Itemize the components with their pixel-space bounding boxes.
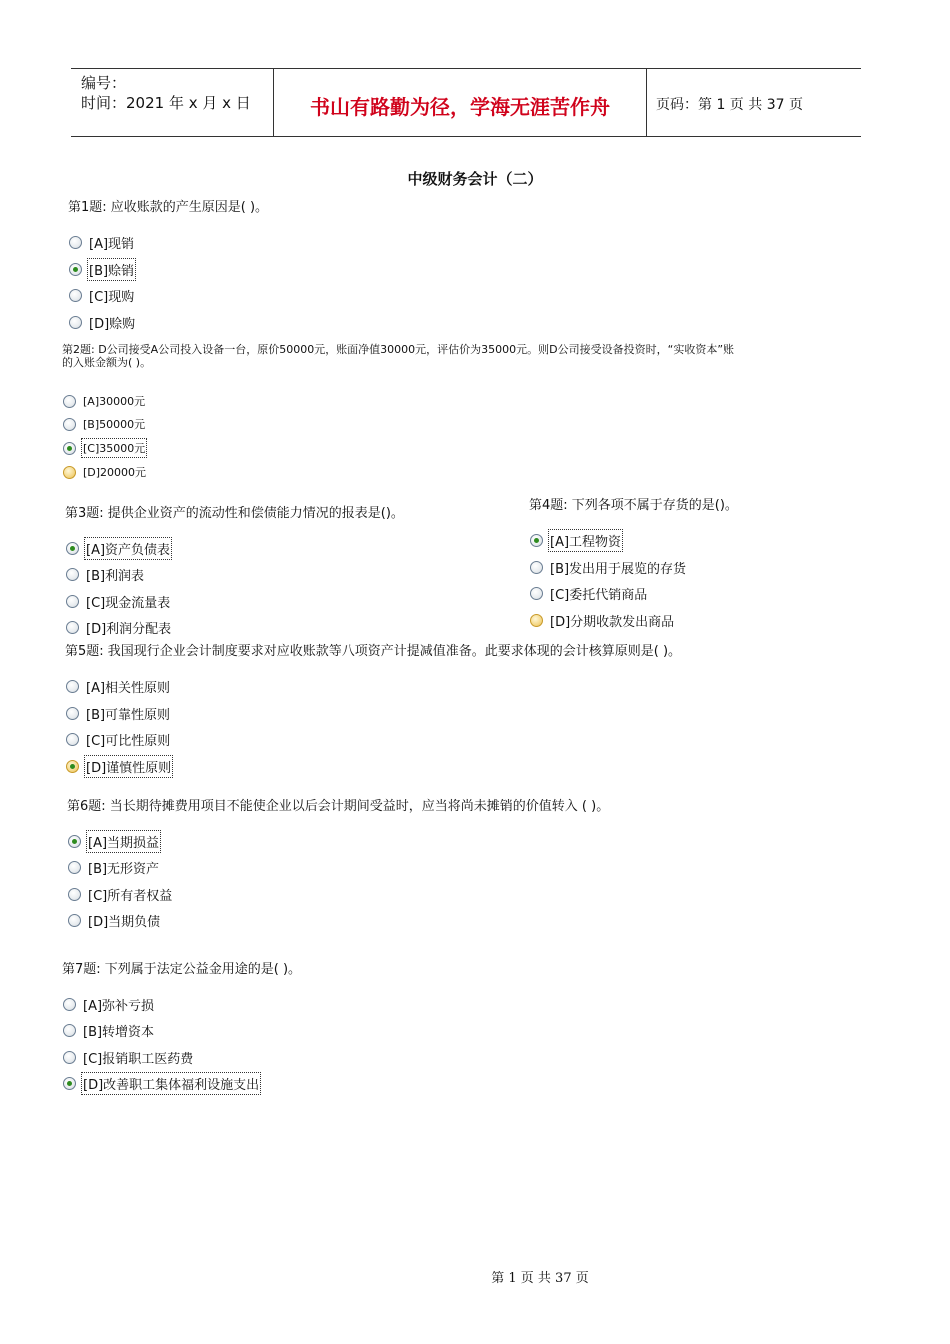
divider [646,69,647,136]
radio-icon[interactable] [63,1051,76,1064]
radio-icon[interactable] [530,587,543,600]
q2-option-c[interactable]: [C]35000元 [63,438,145,458]
radio-checked-icon[interactable] [63,442,76,455]
question-6: 第6题: 当长期待摊费用项目不能使企业以后会计期间受益时，应当将尚未摊销的价值转入 ( )。 [67,799,610,814]
q5-option-d[interactable]: [D]谨慎性原则 [66,756,171,776]
question-2: 第2题: D公司接受A公司投入设备一台，原价50000元，账面净值30000元，评估价为35000元。则D公司接受设备投资时，“实收资本”账 的入账金额为( )。 [62,343,735,369]
radio-icon[interactable] [69,236,82,249]
q1-option-c[interactable]: [C]现购 [69,285,134,305]
q7-option-c[interactable]: [C]报销职工医药费 [63,1047,193,1067]
q6-option-b[interactable]: [B]无形资产 [68,857,159,877]
radio-checked-icon[interactable] [66,760,79,773]
q2-option-a[interactable]: [A]30000元 [63,391,145,411]
page-footer: 第 1 页 共 37 页 [491,1271,589,1286]
q1-option-a[interactable]: [A]现销 [69,232,134,252]
radio-icon[interactable] [69,316,82,329]
radio-icon[interactable] [66,680,79,693]
q7-option-b[interactable]: [B]转增资本 [63,1020,154,1040]
q1-option-d[interactable]: [D]赊购 [69,312,135,332]
q3-option-b[interactable]: [B]利润表 [66,564,144,584]
radio-icon[interactable] [68,914,81,927]
radio-icon[interactable] [66,595,79,608]
q5-option-a[interactable]: [A]相关性原则 [66,676,170,696]
time-label: 时间：2021 年 x 月 x 日 [81,94,251,112]
q2-option-b[interactable]: [B]50000元 [63,414,145,434]
question-3: 第3题: 提供企业资产的流动性和偿债能力情况的报表是()。 [65,506,404,521]
radio-checked-icon[interactable] [66,542,79,555]
radio-checked-icon[interactable] [68,835,81,848]
number-label: 编号： [81,74,127,92]
question-7: 第7题: 下列属于法定公益金用途的是( )。 [62,962,302,977]
q7-option-a[interactable]: [A]弥补亏损 [63,994,154,1014]
q4-option-c[interactable]: [C]委托代销商品 [530,583,647,603]
q7-option-d[interactable]: [D]改善职工集体福利设施支出 [63,1073,259,1093]
radio-checked-icon[interactable] [69,263,82,276]
document-header [71,68,861,137]
radio-checked-icon[interactable] [530,534,543,547]
radio-checked-icon[interactable] [63,1077,76,1090]
question-5: 第5题: 我国现行企业会计制度要求对应收账款等八项资产计提减值准备。此要求体现的会计核算原则是( )。 [65,644,682,659]
q4-option-d[interactable]: [D]分期收款发出商品 [530,610,674,630]
header-left [81,73,251,113]
radio-icon[interactable] [63,418,76,431]
radio-icon[interactable] [68,861,81,874]
radio-hover-icon[interactable] [63,466,76,479]
radio-icon[interactable] [66,621,79,634]
radio-icon[interactable] [63,395,76,408]
radio-icon[interactable] [63,1024,76,1037]
q3-option-a[interactable]: [A]资产负债表 [66,538,170,558]
radio-icon[interactable] [66,733,79,746]
q3-option-d[interactable]: [D]利润分配表 [66,617,171,637]
question-4: 第4题: 下列各项不属于存货的是()。 [529,498,738,513]
q4-option-b[interactable]: [B]发出用于展览的存货 [530,557,686,577]
q2-option-d[interactable]: [D]20000元 [63,462,146,482]
radio-icon[interactable] [69,289,82,302]
q6-option-c[interactable]: [C]所有者权益 [68,884,172,904]
q1-option-b[interactable]: [B]赊销 [69,259,134,279]
radio-hover-icon[interactable] [530,614,543,627]
motto: 书山有路勤为径，学海无涯苦作舟 [310,95,610,119]
radio-icon[interactable] [68,888,81,901]
q6-option-d[interactable]: [D]当期负债 [68,910,160,930]
q3-option-c[interactable]: [C]现金流量表 [66,591,170,611]
q4-option-a[interactable]: [A]工程物资 [530,530,621,550]
page-info: 页码：第 1 页 共 37 页 [656,97,803,113]
radio-icon[interactable] [530,561,543,574]
question-1: 第1题: 应收账款的产生原因是( )。 [68,200,269,215]
q5-option-b[interactable]: [B]可靠性原则 [66,703,170,723]
radio-icon[interactable] [66,707,79,720]
page-title: 中级财务会计（二） [407,170,543,188]
radio-icon[interactable] [66,568,79,581]
radio-icon[interactable] [63,998,76,1011]
q6-option-a[interactable]: [A]当期损益 [68,831,159,851]
q5-option-c[interactable]: [C]可比性原则 [66,729,170,749]
